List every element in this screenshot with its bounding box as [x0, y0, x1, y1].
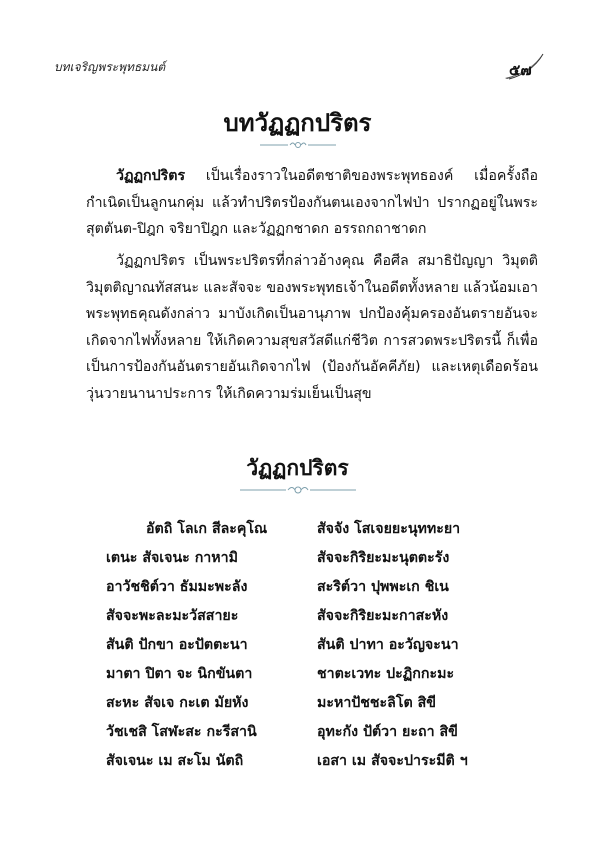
verse-line-left: อาวัชชิต์วา ธัมมะพะลัง: [106, 579, 248, 595]
verse-line-right: ชาตะเวทะ ปะฏิกกะมะ: [317, 666, 455, 682]
verse-line-right: สันติ ปาทา อะวัญจะนา: [317, 637, 459, 653]
chant-title: วัฏฏกปริตร: [246, 456, 349, 480]
intro-text: เป็นเรื่องราวในอดีตชาติของพระพุทธองค์ เมื่อครั้งถือกำเนิดเป็นลูกนกคุ่ม แล้วทำปริตรป้องกันตนเองจากไฟป่า ปรากฏอยู่ในพระสุตตันต-ปิฎก จริยาปิฎก และวัฏฏกชาดก อรรถกถาชาดก: [86, 168, 538, 237]
verse-line-left: วัชเชสิ โสฬะสะ กะรีสานิ: [106, 724, 257, 740]
verse-line-right: สะริต์วา ปุพพะเก ชิเน: [317, 579, 449, 595]
verse-line-right: เอสา เม สัจจะปาระมีติ ฯ: [317, 753, 468, 769]
description-paragraph: วัฏฏกปริตร เป็นพระปริตรที่กล่าวอ้างคุณ คือศีล สมาธิปัญญา วิมุตติ วิมุตติญาณทัสสนะ และสัจจะ ของพระพุทธเจ้าในอดีตทั้งหลาย แล้วน้อมเอาพระพุทธคุณดังกล่าว มาบังเกิดเป็นอานุภาพ ปกป้องคุ้มครองอันตรายอันจะเกิดจากไฟทั้งหลาย ให้เกิดความสุขสวัสดีแก่ชีวิต การสวดพระปริตรนี้ ก็เพื่อเป็นการป้องกันอันตรายอันเกิดจากไฟ (ป้องกันอัคคีภัย) และเหตุเดือดร้อนวุ่นวายนานาประการ ให้เกิดความร่มเย็นเป็นสุข: [86, 253, 538, 402]
verse-line-left: สัจจะพะละมะวัสสายะ: [106, 608, 239, 624]
page-number: ๕๗: [509, 61, 532, 79]
verse-line-right: สัจจัง โสเจยยะนุททะยา: [317, 521, 461, 537]
page-title: บทวัฏฏกปริตร: [223, 109, 372, 137]
verse-line-left: สัจเจนะ เม สะโม นัตถิ: [106, 753, 244, 769]
verse-line-right: มะหาปัชชะลิโต สิขี: [317, 695, 437, 711]
verse-line-left: มาตา ปิตา จะ นิกขันตา: [106, 666, 253, 682]
verse-line-left: เตนะ สัจเจนะ กาหามิ: [106, 550, 238, 566]
intro-lead: วัฏฏกปริตร: [116, 168, 186, 184]
verse-line-left: อัตถิ โลเก สีละคุโณ: [146, 521, 268, 537]
divider-ornament-icon: [240, 484, 356, 496]
running-header: บทเจริญพระพุทธมนต์: [54, 60, 166, 74]
verse-line-right: สัจจะกิริยะมะนุตตะรัง: [317, 550, 450, 566]
verse-line-left: สันติ ปักขา อะปัตตะนา: [106, 637, 248, 653]
verse-line-left: สะหะ สัจเจ กะเต มัยหัง: [106, 695, 249, 711]
divider-ornament-icon: [260, 140, 336, 150]
page-number-badge: [501, 52, 545, 82]
intro-paragraph: [86, 163, 538, 243]
verse-line-right: อุทะกัง ปัต์วา ยะถา สิขี: [317, 724, 458, 740]
verse-line-right: สัจจะกิริยะมะกาสะหัง: [317, 608, 449, 624]
